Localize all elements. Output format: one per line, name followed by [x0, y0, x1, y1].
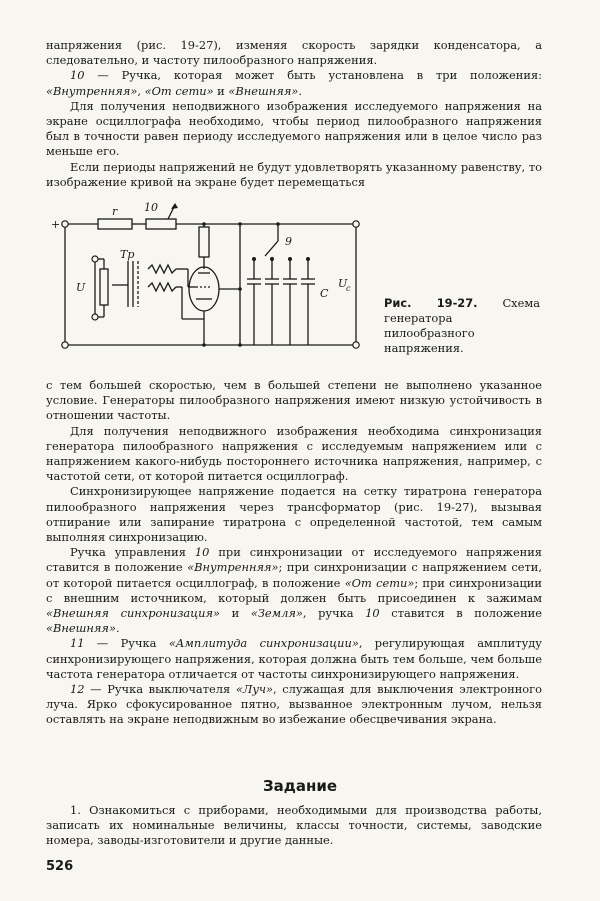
- terminal-plus: [62, 221, 68, 227]
- task-text-block: [46, 803, 542, 849]
- page-number: 526: [46, 859, 74, 874]
- resistor-r: [98, 219, 132, 229]
- input-potentiometer: [100, 269, 108, 305]
- figure-caption-text: Схема генератора пилообразного напряжения.: [384, 296, 540, 355]
- transformer-tr: [128, 261, 138, 307]
- label-r: r: [112, 205, 118, 218]
- middle-text-block: [46, 378, 542, 728]
- label-tr: Тр: [120, 248, 135, 261]
- terminal-minus: [62, 342, 68, 348]
- label-u: U: [76, 281, 86, 294]
- paragraph-knob-11: 11 — Ручка «Амплитуда синхронизации», регулирующая амплитуду синхронизирующего напряжения, которая должна быть тем больше, чем больше частота генератора отличается от частоты синхронизирующего напряжения.: [46, 636, 542, 681]
- paragraph-continuation: напряжения (рис. 19-27), изменяя скорость зарядки конденсатора, а следовательно, и частоту пилообразного напряжения.: [46, 38, 542, 68]
- label-10: 10: [144, 201, 158, 214]
- paragraph-synchronization: Для получения неподвижного изображения необходима синхронизация генератора пилообразного напряжения с исследуемым напряжением или с напряжением какого-нибудь постороннего источника напряжения, например, с частотой сети, от которой питается осциллограф.: [46, 423, 542, 484]
- paragraph-stationary-image: Для получения неподвижного изображения исследуемого напряжения на экране осциллографа необходимо, чтобы период пилообразного напряжения был в точности равен периоду исследуемого напряжения или в целое число раз меньше его.: [46, 98, 542, 159]
- label-c: C: [320, 287, 329, 300]
- label-uc: U: [338, 277, 348, 290]
- paragraph-task-1: 1. Ознакомиться с приборами, необходимыми для производства работы, записать их номинальные величины, классы точности, системы, заводские номера, заводы-изготовители и другие данные.: [46, 803, 542, 848]
- figure-caption: [384, 296, 540, 356]
- terminal-u-bottom: [92, 314, 98, 320]
- label-uc-sub: c: [346, 284, 351, 293]
- terminal-out-top: [353, 221, 359, 227]
- figure-label: Рис. 19-27.: [384, 296, 478, 310]
- item-number: 10: [70, 68, 85, 83]
- capacitor-bank-c: [247, 279, 315, 284]
- label-plus: +: [51, 218, 61, 231]
- paragraph-knob-12: 12 — Ручка выключателя «Луч», служащая для выключения электронного луча. Ярко сфокусированное пятно, вызванное электронным лучом, нельзя оставлять на экране неподвижным во избежание обесцвечивания экрана.: [46, 682, 542, 727]
- paragraph-speed: с тем большей скоростью, чем в большей степени не выполнено указанное условие. Генераторы пилообразного напряжения имеют низкую устойчивость в отношении частоты.: [46, 378, 542, 423]
- terminal-u-top: [92, 256, 98, 262]
- potentiometer-10: [146, 219, 176, 229]
- anode-resistor: [199, 227, 209, 257]
- paragraph-sync-voltage: Синхронизирующее напряжение подается на сетку тиратрона генератора пилообразного напряжения через трансформатор (рис. 19-27), вызывая отпирание или запирание тиратрона с определенной частотой, тем самым выполняя синхронизацию.: [46, 484, 542, 545]
- paragraph-knob-10: 10 — Ручка, которая может быть установлена в три положения: «Внутренняя», «От сети» и «Внешняя».: [46, 68, 542, 98]
- paragraph-periods: Если периоды напряжений не будут удовлетворять указанному равенству, то изображение кривой на экране будет перемещаться: [46, 159, 542, 189]
- label-9: 9: [285, 235, 292, 248]
- paragraph-knob-10-positions: Ручка управления 10 при синхронизации от исследуемого напряжения ставится в положение «Внутренняя»; при синхронизации с напряжением сети, от которой питается осциллограф, в положение «От сети»; при синхронизации с внешним источником, который должен быть присоединен к зажимам «Внешняя синхронизация» и «Земля», ручка 10 ставится в положение «Внешняя».: [46, 545, 542, 636]
- top-text-block: [46, 38, 542, 190]
- section-heading: Задание: [262, 777, 338, 795]
- terminal-out-bottom: [353, 342, 359, 348]
- circuit-diagram: [40, 199, 370, 371]
